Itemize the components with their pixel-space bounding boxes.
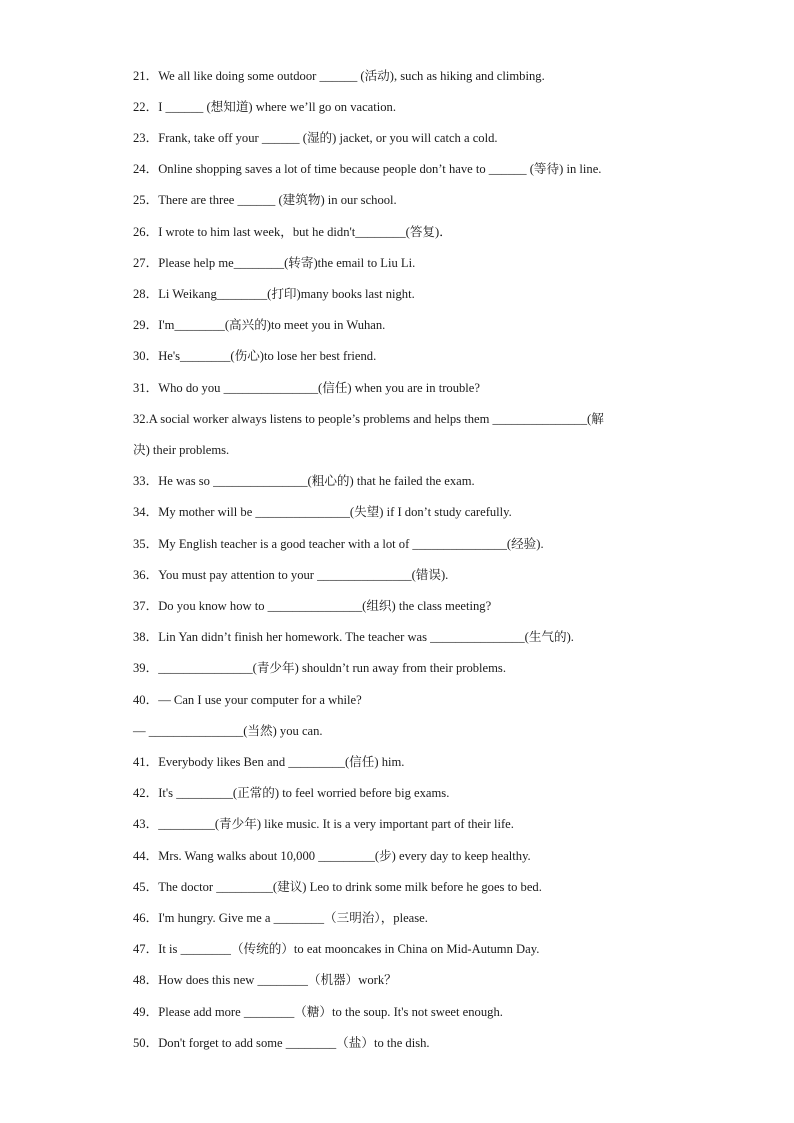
question-38: 38．Lin Yan didn’t finish her homework. The teacher was _______________(生气的). bbox=[133, 630, 574, 644]
question-25: 25．There are three ______ (建筑物) in our school. bbox=[133, 193, 397, 207]
question-26: 26．I wrote to him last week，but he didn't________(答复)． bbox=[133, 225, 452, 239]
question-27: 27．Please help me________(转寄)the email to Liu Li. bbox=[133, 256, 416, 270]
question-33: 33．He was so _______________(粗心的) that he failed the exam. bbox=[133, 474, 475, 488]
question-48: 48．How does this new ________（机器）work？ bbox=[133, 973, 397, 987]
question-23: 23．Frank, take off your ______ (湿的) jacket, or you will catch a cold. bbox=[133, 131, 498, 145]
question-41: 41．Everybody likes Ben and _________(信任) him. bbox=[133, 755, 405, 769]
question-44: 44．Mrs. Wang walks about 10,000 _________(步) every day to keep healthy. bbox=[133, 849, 531, 863]
question-24: 24．Online shopping saves a lot of time because people don’t have to ______ (等待) in line. bbox=[133, 162, 602, 176]
question-30: 30．He's________(伤心)to lose her best friend. bbox=[133, 349, 377, 363]
question-32: 32.A social worker always listens to people’s problems and helps them _______________(解 bbox=[133, 412, 604, 426]
question-31: 31．Who do you _______________(信任) when you are in trouble? bbox=[133, 381, 480, 395]
question-35: 35．My English teacher is a good teacher with a lot of _______________(经验). bbox=[133, 537, 544, 551]
question-42: 42．It's _________(正常的) to feel worried before big exams. bbox=[133, 786, 450, 800]
question-40-answer-line: — _______________(当然) you can. bbox=[133, 724, 323, 738]
question-40: 40．— Can I use your computer for a while? bbox=[133, 693, 362, 707]
question-34: 34．My mother will be _______________(失望) if I don’t study carefully. bbox=[133, 505, 512, 519]
question-43: 43．_________(青少年) like music. It is a very important part of their life. bbox=[133, 817, 514, 831]
question-22: 22．I ______ (想知道) where we’ll go on vacation. bbox=[133, 100, 397, 114]
question-49: 49．Please add more ________（糖）to the soup. It's not sweet enough. bbox=[133, 1005, 503, 1019]
question-50: 50．Don't forget to add some ________（盐）to the dish. bbox=[133, 1036, 430, 1050]
question-47: 47．It is ________（传统的）to eat mooncakes in China on Mid-Autumn Day. bbox=[133, 942, 540, 956]
question-37: 37．Do you know how to _______________(组织) the class meeting? bbox=[133, 599, 492, 613]
question-39: 39．_______________(青少年) shouldn’t run away from their problems. bbox=[133, 661, 506, 675]
question-45: 45．The doctor _________(建议) Leo to drink some milk before he goes to bed. bbox=[133, 880, 542, 894]
question-28: 28．Li Weikang________(打印)many books last night. bbox=[133, 287, 415, 301]
question-32-continuation: 决) their problems. bbox=[133, 443, 230, 457]
question-21: 21．We all like doing some outdoor ______ (活动), such as hiking and climbing. bbox=[133, 69, 545, 83]
question-29: 29．I'm________(高兴的)to meet you in Wuhan. bbox=[133, 318, 386, 332]
question-46: 46．I'm hungry. Give me a ________（三明治），please. bbox=[133, 911, 428, 925]
question-36: 36．You must pay attention to your _______________(错误). bbox=[133, 568, 449, 582]
